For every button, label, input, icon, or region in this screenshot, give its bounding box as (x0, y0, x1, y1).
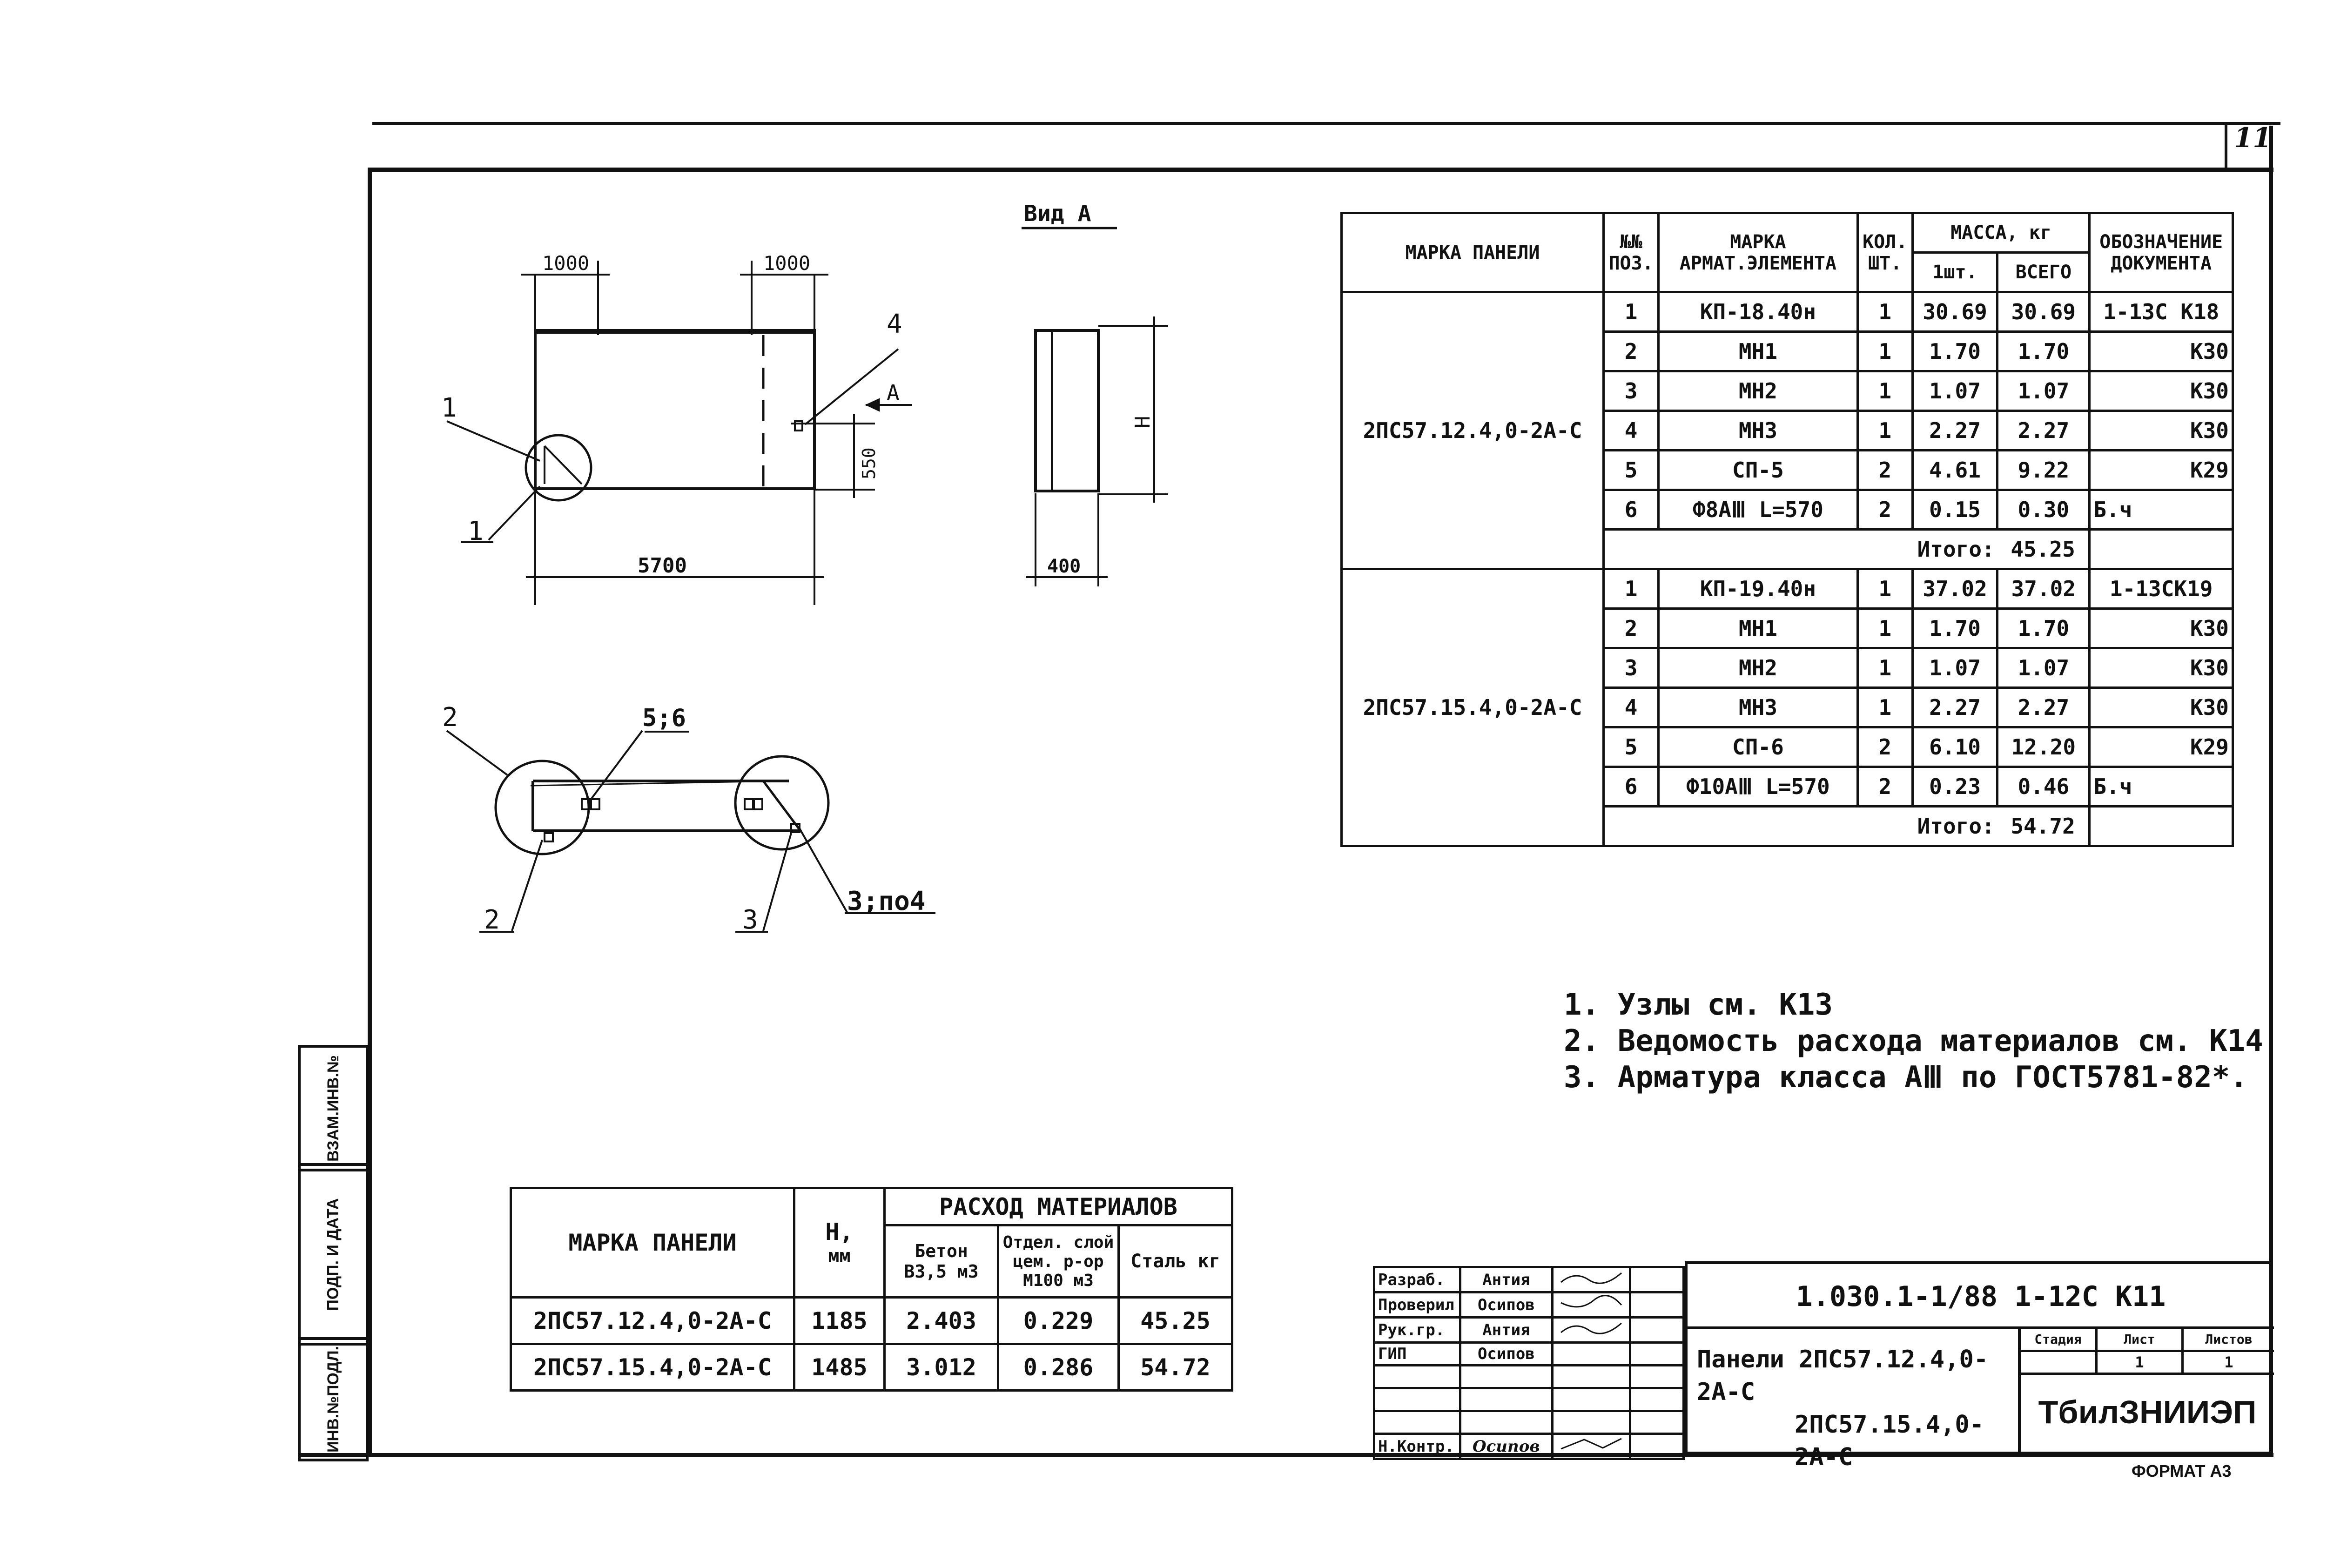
format-label: ФОРМАТ А3 (2132, 1461, 2232, 1481)
dim-1000-right: 1000 (763, 252, 811, 275)
cell-pos: 3 (1604, 371, 1659, 411)
cell-mark: Ф8АⅢ L=570 (1659, 490, 1857, 530)
dim-1000-left: 1000 (542, 252, 590, 275)
mat-col-panel: МАРКА ПАНЕЛИ (511, 1188, 794, 1298)
cell-qty: 2 (1857, 451, 1912, 490)
mat-col-steel: Сталь кг (1118, 1225, 1232, 1298)
table-row (1342, 569, 2233, 609)
cell-pos: 1 (1604, 292, 1659, 332)
role (1374, 1411, 1460, 1434)
materials-table (510, 1187, 1233, 1392)
role-name (1460, 1366, 1552, 1388)
side-stamp-inv: ИНВ.№ПОДЛ. (298, 1337, 369, 1461)
total-label: Итого: (1604, 530, 1997, 569)
col-doc: ОБОЗНАЧЕНИЕ ДОКУМЕНТА (2090, 213, 2233, 292)
total-label: Итого: (1604, 807, 1997, 846)
cell-total: 2.27 (1997, 411, 2090, 451)
view-label: Вид А (1024, 201, 1091, 227)
cell-pos: 5 (1604, 451, 1659, 490)
callout-2a: 2 (442, 702, 458, 733)
cell-doc: К30 (2090, 332, 2233, 371)
cell-mark: СП-6 (1659, 727, 1857, 767)
cell-qty: 2 (1857, 767, 1912, 807)
dim-5700: 5700 (638, 554, 687, 578)
spec-table (1340, 212, 2234, 847)
cell-mark: КП-18.40н (1659, 292, 1857, 332)
signature (1552, 1434, 1630, 1459)
mat-cell-panel: 2ПС57.15.4,0-2А-С (511, 1344, 794, 1391)
side-stamp-sign-date: ПОДП. И ДАТА (298, 1163, 369, 1346)
cell-mark: МН2 (1659, 648, 1857, 688)
callout-56: 5;6 (642, 704, 686, 732)
panel-mark-1: 2ПС57.12.4,0-2А-С (1342, 292, 1604, 569)
drawing-title: Панели 2ПС57.12.4,0-2А-С 2ПС57.15.4,0-2А-С (1697, 1346, 1989, 1471)
cell-total: 1.70 (1997, 609, 2090, 648)
panel-side-view (1036, 330, 1098, 491)
page-number: 11 (2234, 122, 2272, 154)
dim-h: Н (1131, 416, 1155, 428)
cell-pos: 1 (1604, 569, 1659, 609)
col-qty: КОЛ. ШТ. (1857, 213, 1912, 292)
sheet-number: 1 (2098, 1352, 2184, 1373)
cell-total: 2.27 (1997, 688, 2090, 727)
cell-total: 30.69 (1997, 292, 2090, 332)
cell-unit: 37.02 (1912, 569, 1997, 609)
cell-total: 1.07 (1997, 648, 2090, 688)
cell-pos: 4 (1604, 688, 1659, 727)
cell-doc: К30 (2090, 688, 2233, 727)
mat-col-consumption: РАСХОД МАТЕРИАЛОВ (885, 1188, 1232, 1225)
cell-unit: 1.70 (1912, 609, 1997, 648)
role (1374, 1366, 1460, 1388)
role-name: Осипов (1460, 1343, 1552, 1366)
mat-cell-finish: 0.286 (998, 1344, 1119, 1391)
cell-total: 37.02 (1997, 569, 2090, 609)
callout-3-4: 3;по4 (847, 886, 926, 916)
role-name (1460, 1388, 1552, 1411)
cell-pos: 3 (1604, 648, 1659, 688)
signature (1552, 1267, 1630, 1292)
cell-unit: 0.15 (1912, 490, 1997, 530)
cell-doc: Б.ч (2090, 490, 2233, 530)
cell-pos: 2 (1604, 609, 1659, 648)
mat-cell-h: 1185 (794, 1298, 884, 1344)
cell-total: 12.20 (1997, 727, 2090, 767)
cell-qty: 2 (1857, 490, 1912, 530)
dim-550: 550 (859, 447, 879, 479)
mat-col-concrete: Бетон В3,5 м3 (885, 1225, 998, 1298)
role-name: Осипов (1460, 1292, 1552, 1318)
cell-unit: 30.69 (1912, 292, 1997, 332)
cell-qty: 1 (1857, 292, 1912, 332)
section-arrow: А (887, 380, 900, 405)
cell-doc: 1-13С К18 (2090, 292, 2233, 332)
cell-mark: МН3 (1659, 411, 1857, 451)
cell-mark: Ф10АⅢ L=570 (1659, 767, 1857, 807)
side-stamp-replace: ВЗАМ.ИНВ.№ (298, 1045, 369, 1171)
notes (1564, 987, 2263, 1096)
cell-qty: 1 (1857, 411, 1912, 451)
organization: ТбилЗНИИЭП (2038, 1394, 2257, 1430)
cell-total: 1.07 (1997, 371, 2090, 411)
cell-mark: МН3 (1659, 688, 1857, 727)
note-1: 1. Узлы см. К13 (1564, 988, 1833, 1022)
col-mass: МАССА, кг (1912, 213, 2090, 253)
cell-doc: 1-13СК19 (2090, 569, 2233, 609)
col-mass-unit: 1шт. (1912, 253, 1997, 292)
note-2: 2. Ведомость расхода материалов см. К14 (1564, 1024, 2263, 1058)
cell-qty: 1 (1857, 332, 1912, 371)
cell-qty: 1 (1857, 371, 1912, 411)
cell-total: 9.22 (1997, 451, 2090, 490)
role-name: Антия (1460, 1318, 1552, 1343)
total-value: 54.72 (1997, 807, 2090, 846)
cell-qty: 1 (1857, 648, 1912, 688)
cell-qty: 1 (1857, 688, 1912, 727)
cell-mark: КП-19.40н (1659, 569, 1857, 609)
role-name: Антия (1460, 1267, 1552, 1292)
callout-1a: 1 (441, 393, 457, 423)
table-row (511, 1298, 1232, 1344)
mat-cell-steel: 45.25 (1118, 1298, 1232, 1344)
sheet-label: Лист (2098, 1329, 2184, 1350)
mat-cell-h: 1485 (794, 1344, 884, 1391)
col-mass-total: ВСЕГО (1997, 253, 2090, 292)
role-name (1460, 1411, 1552, 1434)
role: Рук.гр. (1374, 1318, 1460, 1343)
mat-cell-concrete: 3.012 (885, 1344, 998, 1391)
sheets-count: 1 (2224, 1353, 2233, 1371)
cell-qty: 2 (1857, 727, 1912, 767)
cell-pos: 4 (1604, 411, 1659, 451)
cell-pos: 6 (1604, 767, 1659, 807)
cell-qty: 1 (1857, 569, 1912, 609)
cell-unit: 1.07 (1912, 371, 1997, 411)
role: Н.Контр. (1374, 1434, 1460, 1459)
panel-front-view (535, 330, 814, 489)
cell-doc: К29 (2090, 451, 2233, 490)
cell-unit: 0.23 (1912, 767, 1997, 807)
callout-3: 3 (742, 905, 758, 935)
title-block-roles (1373, 1266, 1685, 1460)
cell-unit: 1.70 (1912, 332, 1997, 371)
cell-pos: 2 (1604, 332, 1659, 371)
table-row (511, 1344, 1232, 1391)
signature (1552, 1292, 1630, 1318)
cell-unit: 2.27 (1912, 411, 1997, 451)
col-panel-mark: МАРКА ПАНЕЛИ (1342, 213, 1604, 292)
drawing-code: 1.030.1-1/88 1-12С К11 (1688, 1264, 2274, 1329)
cell-pos: 5 (1604, 727, 1659, 767)
total-value: 45.25 (1997, 530, 2090, 569)
role: ГИП (1374, 1343, 1460, 1366)
cell-unit: 4.61 (1912, 451, 1997, 490)
mat-cell-concrete: 2.403 (885, 1298, 998, 1344)
cell-qty: 1 (1857, 609, 1912, 648)
stage-label: Стадия (2021, 1329, 2098, 1350)
cell-doc: К29 (2090, 727, 2233, 767)
role: Разраб. (1374, 1267, 1460, 1292)
cell-doc: К30 (2090, 411, 2233, 451)
callout-4: 4 (887, 309, 902, 339)
cell-doc: К30 (2090, 371, 2233, 411)
mat-col-finish: Отдел. слой цем. р-ор М100 м3 (998, 1225, 1119, 1298)
cell-mark: МН1 (1659, 609, 1857, 648)
col-element-mark: МАРКА АРМАТ.ЭЛЕМЕНТА (1659, 213, 1857, 292)
dim-400: 400 (1047, 556, 1081, 577)
cell-unit: 2.27 (1912, 688, 1997, 727)
role-name: Осипов (1460, 1434, 1552, 1459)
cell-unit: 1.07 (1912, 648, 1997, 688)
cell-doc: Б.ч (2090, 767, 2233, 807)
mat-cell-finish: 0.229 (998, 1298, 1119, 1344)
cell-mark: МН1 (1659, 332, 1857, 371)
cell-doc: К30 (2090, 648, 2233, 688)
table-row (1342, 292, 2233, 332)
mat-cell-panel: 2ПС57.12.4,0-2А-С (511, 1298, 794, 1344)
cell-total: 1.70 (1997, 332, 2090, 371)
sheets-label: Листов (2205, 1332, 2253, 1347)
callout-2b: 2 (484, 905, 500, 935)
cell-unit: 6.10 (1912, 727, 1997, 767)
cell-pos: 6 (1604, 490, 1659, 530)
cell-mark: СП-5 (1659, 451, 1857, 490)
col-pos: №№ ПОЗ. (1604, 213, 1659, 292)
role: Проверил (1374, 1292, 1460, 1318)
mat-cell-steel: 54.72 (1118, 1344, 1232, 1391)
signature (1552, 1318, 1630, 1343)
role (1374, 1388, 1460, 1411)
cell-total: 0.30 (1997, 490, 2090, 530)
cell-total: 0.46 (1997, 767, 2090, 807)
cell-mark: МН2 (1659, 371, 1857, 411)
cell-doc: К30 (2090, 609, 2233, 648)
mat-col-h: Н, мм (794, 1188, 884, 1298)
callout-1b: 1 (468, 516, 484, 546)
note-3: 3. Арматура класса АⅢ по ГОСТ5781-82*. (1564, 1060, 2248, 1095)
panel-mark-2: 2ПС57.15.4,0-2А-С (1342, 569, 1604, 846)
